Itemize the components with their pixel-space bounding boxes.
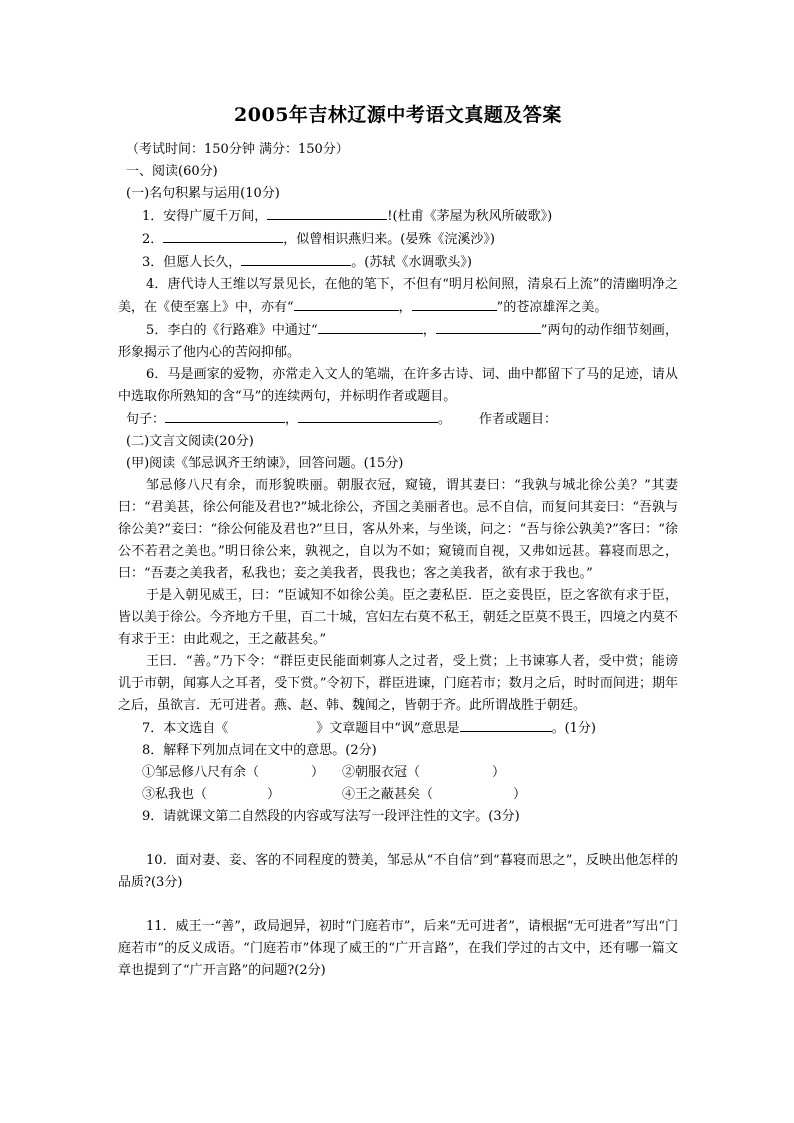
question-item: ④王之蔽甚矣（ (342, 787, 434, 802)
author-label: 作者或题目： (479, 412, 558, 427)
part-heading: (一)名句积累与运用(10分) (126, 186, 280, 201)
sentence-label: 句子： (126, 412, 166, 427)
page-title: 2005年吉林辽源中考语文真题及答案 (234, 104, 562, 126)
question-text: 2． (142, 232, 164, 247)
answer-blank[interactable] (165, 408, 285, 423)
question-item: ③私我也（ (142, 787, 208, 802)
answer-blank[interactable] (298, 408, 438, 423)
separator: 。 (438, 412, 452, 427)
question-8-items (118, 762, 678, 784)
question-6: 6．马是画家的爱物，亦常走入文人的笔端，在许多古诗、词、曲中都留下了马的足迹，请从中选取你所熟知的含“马”的连续两句，并标明作者或题目。 (118, 367, 678, 404)
question-text: ， (398, 300, 412, 315)
question-11: 11．威王一“善”，政局迥异，初时“门庭若市”，后来“无可进者”，请根据“无可进者”写出“门庭若市”的反义成语。“门庭若市”体现了威王的“广开言路”，在我们学过的古文中，还有哪一篇文章也提到了“广开言路”的问题?(2分) (118, 919, 678, 978)
passage-heading: (甲)阅读《邹忌讽齐王纳谏》，回答问题。(15分) (126, 456, 404, 471)
question-text: ”的苍凉雄浑之美。 (496, 300, 608, 315)
question-item: ①邹忌修八尺有余（ (142, 765, 260, 780)
question-9: 9．请就课文第二自然段的内容或写法写一段评注性的文字。(3分) (142, 809, 520, 824)
answer-space[interactable] (118, 828, 678, 850)
bracket: ） (492, 765, 506, 780)
question-text: ， (422, 323, 436, 338)
question-text: ”两句的动作细节刻画，形象揭示了他内心的苦闷抑郁。 (118, 323, 678, 360)
answer-blank[interactable] (460, 717, 552, 732)
bracket: ） (267, 787, 281, 802)
answer-blank[interactable] (436, 319, 541, 334)
answer-space[interactable] (118, 894, 678, 916)
separator: ， (285, 412, 299, 427)
bracket: ） (311, 765, 325, 780)
question-text: 。(苏轼《水调歌头》) (351, 255, 472, 270)
question-text: 7．本文选自《 (142, 721, 229, 736)
question-3 (118, 251, 678, 274)
question-10: 10．面对妻、妾、客的不同程度的赞美，邹忌从“不自信”到“暮寝而思之”，反映出他怎样的品质?(3分) (118, 853, 678, 890)
question-6-answer (118, 408, 678, 431)
question-text: 3．但愿人长久， (142, 255, 242, 270)
passage-paragraph-1: 邹忌修八尺有余，而形貌昳丽。朝服衣冠，窥镜，谓其妻曰：“我孰与城北徐公美？”其妻曰：“君美甚，徐公何能及君也?”城北徐公，齐国之美丽者也。忌不自信，而复问其妾曰：“吾孰与徐公美?”妾曰：“徐公何能及君也?”旦日，客从外来，与坐谈，问之：“吾与徐公孰美?”客曰：“徐公不若君之美也。”明日徐公来，孰视之，自以为不如；窥镜而自视，又弗如远甚。暮寝而思之，曰：“吾妻之美我者，私我也；妾之美我者，畏我也；客之美我者，欲有求于我也。” (118, 478, 678, 581)
question-7 (118, 717, 678, 740)
exam-page (118, 100, 678, 982)
question-8-items (118, 784, 678, 806)
answer-blank[interactable] (267, 205, 387, 220)
question-text: ，似曾相识燕归来。(晏殊《浣溪沙》) (283, 232, 495, 247)
passage-paragraph-3: 王曰．“善。”乃下令：“群臣吏民能面刺寡人之过者，受上赏；上书谏寡人者，受中赏；能谤讥于市朝，闻寡人之耳者，受下赏。”令初下，群臣进谏，门庭若市；数月之后，时时而间进；期年之后，虽欲言．无可进者。燕、赵、韩、魏闻之，皆朝于齐。此所谓战胜于朝廷。 (118, 654, 678, 713)
exam-info: （考试时间：150分钟 满分：150分） (126, 142, 349, 157)
answer-blank[interactable] (241, 251, 351, 266)
passage-paragraph-2: 于是入朝见威王，曰：“臣诚知不如徐公美。臣之妻私臣．臣之妾畏臣，臣之客欲有求于臣，皆以美于徐公。今齐地方千里，百二十城，宫妇左右莫不私王，朝廷之臣莫不畏王，四境之内莫不有求于王：由此观之，王之蔽甚矣。” (118, 588, 678, 647)
answer-blank[interactable] (318, 319, 423, 334)
question-text: !(杜甫《茅屋为秋风所破歌》) (387, 209, 553, 224)
question-8: 8．解释下列加点词在文中的意思。(2分) (142, 743, 377, 758)
answer-blank[interactable] (294, 296, 399, 311)
question-item: ②朝服衣冠（ (342, 765, 421, 780)
part-heading: (二)文言文阅读(20分) (126, 434, 254, 449)
question-5 (118, 319, 678, 364)
answer-blank[interactable] (412, 296, 497, 311)
question-4 (118, 274, 678, 319)
question-text: 4．唐代诗人王维以写景见长，在他的笔下，不但有“明月松间照，清泉石上流”的清幽明净之美，在《使至塞上》中，亦有“ (118, 277, 678, 315)
question-2 (118, 228, 678, 251)
question-1 (118, 205, 678, 228)
question-text: 1．安得广厦千万间， (142, 209, 268, 224)
question-text: 》文章题目中“讽”意思是 (316, 721, 460, 736)
answer-blank[interactable] (163, 228, 283, 243)
question-text: 。(1分) (551, 721, 596, 736)
section-heading: 一、阅读(60分) (126, 164, 218, 179)
question-text: 5．李白的《行路难》中通过“ (146, 323, 318, 338)
bracket: ） (513, 787, 527, 802)
